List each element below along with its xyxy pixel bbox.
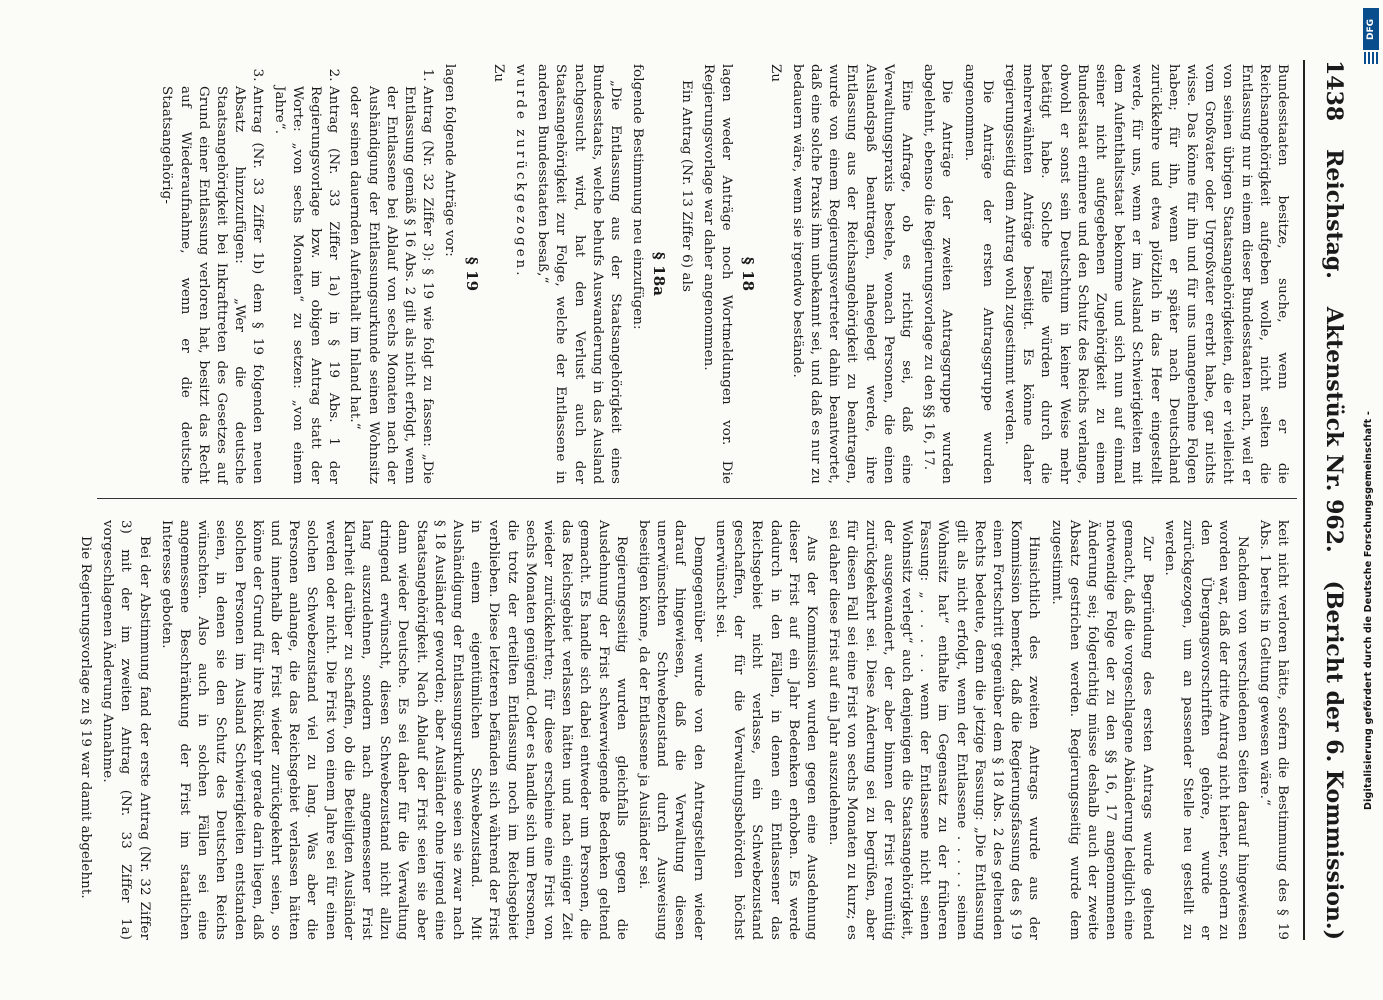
list-item: 1. Antrag (Nr. 32 Ziffer 3): § 19 wie folgt zu fassen: „Die Entlassung gemäß § 16 Abs. 2 gilt als nicht erfolgt, wenn der Entlassene bei Ablauf von sechs Monaten nach der Aushändigung der Entlassungsurkunde seinen Wohnsitz oder seinen dauernden Aufenthalt im Inland hat.“ <box>345 86 436 484</box>
quoted-provision: „Die Entlassung aus der Staatsangehörigkeit eines Bundesstaats, welche behufs Auswanderung in das Ausland nachgesucht wird, hat den Verlust auch der Staatsangehörigkeit zur Folge, welche der Entlassene in anderen Bundesstaaten besaß,“ <box>535 64 624 484</box>
paragraph: Eine Anfrage, ob es richtig sei, daß eine Verwaltungspraxis bestehe, wonach Personen, die einen Auslandspaß beantragen, nahegelegt werde, ihre Entlassung aus der Reichsangehörigkeit zu beantragen, wurde von einem Regierungsvertreter dahin beantwortet, daß eine solche Praxis ihm unbekannt sei, und daß es nur zu bedauern wäre, wenn sie irgendwo bestände. <box>789 64 914 484</box>
left-column <box>101 64 1291 484</box>
zu-label: Zu <box>490 64 506 83</box>
header-right-title: (Bericht der 6. Kommission.) <box>1321 580 1347 940</box>
list-item: 2. Antrag (Nr. 33 Ziffer 1a) in § 19 Abs. 1 der Regierungsvorlage bzw. im obigen Antrag statt der Worte: „von sechs Monaten“ zu setzen: „von einem Jahre“. <box>269 86 342 484</box>
paragraph: Ein Antrag (Nr. 13 Ziffer 6) als <box>678 80 694 292</box>
section-heading-19: § 19 <box>462 256 481 292</box>
paragraph: Die Anträge der zweiten Antragsgruppe wurden abgelehnt, ebenso die Regierungsvorlage zu den §§ 16, 17. <box>921 64 955 484</box>
column-divider <box>97 498 1297 499</box>
header-center-title: Aktenstück Nr. 962. <box>1321 306 1347 553</box>
paragraph: Die Regierungsvorlage zu § 19 war damit abgelehnt. <box>78 536 93 899</box>
dfg-logo: DFG <box>1363 8 1379 50</box>
dfg-logo-mark <box>1364 52 1378 64</box>
paragraph: Hinsichtlich des zweiten Antrags wurde aus der Kommission bemerkt, daß die Regierungsfassung des § 19 einen Fortschritt gegenüber dem § 18 Abs. 2 des geltenden Rechts bedeute, denn die jetzige Fassung: „Die Entlassung gilt als nicht erfolgt, wenn der Entlassene . . . . . seinen Wohnsitz hat“ enthalte im Gegensatz zu der früheren Fassung: „ . . . . . wenn der Entlassene nicht seinen Wohnsitz verlegt“ auch denjenigen die Staatsangehörigkeit, der ausgewandert, der aber binnen der Frist reumütig zurückgekehrt sei. Diese Änderung sei zu begrüßen, aber für diesen Fall sei eine Frist von sechs Monaten zu kurz; es sei daher diese Frist auf ein Jahr auszudehnen. <box>826 520 1042 940</box>
paragraph: Die Anträge der ersten Antragsgruppe wurden angenommen. <box>961 64 995 484</box>
header-left-title: Reichstag. <box>1321 149 1347 279</box>
page-header <box>1307 60 1347 940</box>
paragraph: wurde zurückgezogen. <box>513 64 529 279</box>
zu-label: Zu <box>767 64 783 83</box>
paragraph: Bundesstaaten besitze, suche, wenn er die Reichsangehörigkeit aufgeben wolle, nicht selten die Entlassung nur in einem dieser Bundesstaaten nach, weil er von seinen übrigen Staatsangehörigkeiten, die er vielleicht vom Großvater oder Urgroßvater ererbt habe, gar nichts wisse. Das könne für ihn und für uns unangenehme Folgen haben; für ihn, wenn er später nach Deutschland zurückkehre und etwa plötzlich in das Heer eingestellt werde, für uns, wenn er im Ausland Schwierigkeiten mit dem Aufenthaltsstaat bekomme und sich nun auf einmal seiner nicht aufgegebenen Zugehörigkeit zu einem Bundesstaat erinnere und den Schutz des Reichs verlange, obwohl er sonst sein Deutschtum in keiner Weise mehr betätigt habe. Solche Fälle würden durch die mehrerwähnten Anträge beseitigt. Es könne daher regierungsseitig dem Antrag wohl zugestimmt werden. <box>1001 64 1290 484</box>
paragraph: Bei der Abstimmung fand der erste Antrag (Nr. 32 Ziffer 3) mit der im zweiten Antrag (Nr. 33 Ziffer 1a) vorgeschlagenen Änderung Annahme. <box>100 520 152 940</box>
paragraph: Zur Begründung des ersten Antrags wurde geltend gemacht, daß die vorgeschlagene Abänderung lediglich eine notwendige Folge der zu den §§ 16, 17 angenommenen Änderung sei; folgerichtig müsse deshalb auch der zweite Absatz gestrichen werden. Regierungsseitig wurde dem zugestimmt. <box>1048 520 1155 940</box>
paragraph: folgende Bestimmung neu einzufügen: <box>630 64 646 330</box>
motion-list <box>157 64 436 484</box>
section-heading-18: § 18 <box>739 256 758 292</box>
funding-side-note: Digitalisierung gefördert durch die Deutsche Forschungsgemeinschaft - <box>1363 410 1374 810</box>
paragraph: lagen weder Anträge noch Wortmeldungen vor. Die Regierungsvorlage war daher angenommen. <box>700 64 735 484</box>
paragraph: keit nicht verloren hätte, sofern die Bestimmung des § 19 Abs. 1 bereits in Geltung gewesen wäre.“ <box>1256 520 1290 940</box>
paragraph: Aus der Kommission wurden gegen eine Ausdehnung dieser Frist auf ein Jahr Bedenken erhoben. Es werde dadurch in den Fällen, in denen ein Entlassener das Reichsgebiet nicht verlasse, ein Schwebezustand geschaffen, der für die Verwaltungsbehörden höchst unerwünscht sei. <box>712 520 819 940</box>
paragraph: lagen folgende Anträge vor: <box>442 64 458 257</box>
page-number: 1438 <box>1321 60 1347 122</box>
list-item: 3. Antrag (Nr. 33 Ziffer 1b) dem § 19 folgenden neuen Absatz hinzuzufügen: „Wer die deutsche Staatsangehörigkeit bei Inkrafttreten des Gesetzes auf Grund einer Entlassung verloren hat, besitzt das Recht auf Wiederaufnahme, wenn er die deutsche Staatsangehörig- <box>157 86 266 484</box>
paragraph: Nachdem von verschiedenen Seiten darauf hingewiesen worden war, daß der dritte Antrag nicht hierher, sondern zu den Übergangsvorschriften gehöre, wurde er zurückgezogen, um an passender Stelle neu gestellt zu werden. <box>1161 520 1250 940</box>
section-heading-18a: § 18a <box>650 251 669 297</box>
paragraph: Regierungsseitig wurden gleichfalls gegen die Ausdehnung der Frist schwerwiegende Bedenken geltend gemacht. Es handle sich dabei entweder um Personen, die das Reichsgebiet verlassen hätten und nach einiger Zeit wieder zurückkehrten; für diese erscheine eine Frist von sechs Monaten genügend. Oder es handle sich um Personen, die trotz der erteilten Entlassung noch im Reichsgebiet verblieben. Diese letzteren befänden sich während der Frist in einem eigentümlichen Schwebezustand. Mit Aushändigung der Entlassungsurkunde seien sie zwar nach § 18 Ausländer geworden; aber Ausländer ohne irgend eine Staatsangehörigkeit. Nach Ablauf der Frist seien sie aber dann wieder Deutsche. Es sei daher für die Verwaltung dringend erwünscht, diesen Schwebezustand nicht allzu lang auszudehnen, sondern nach angemessener Frist Klarheit darüber zu schaffen, ob die Beteiligten Ausländer werden oder nicht. Die Frist von einem Jahre sei für einen solchen Schwebezustand viel zu lang. Was aber die Personen anlange, die das Reichsgebiet verlassen hätten und innerhalb der Frist wieder zurückgekehrt seien, so könne der Grund für ihre Rückkehr gerade darin liegen, daß solchen Personen im Ausland Schwierigkeiten entstanden seien, in denen sie den Schutz des Deutschen Reichs wünschten. Also auch in solchen Fällen sei eine angemessene Beschränkung der Frist im staatlichen Interesse geboten. <box>158 520 629 940</box>
paragraph: Demgegenüber wurde von den Antragstellern wieder darauf hingewiesen, daß die Verwaltung diesen unerwünschten Schwebezustand durch Ausweisung beseitigen könne, da der Entlassene ja Ausländer sei. <box>636 520 706 940</box>
header-rule <box>1303 60 1305 940</box>
right-column <box>78 520 1291 940</box>
